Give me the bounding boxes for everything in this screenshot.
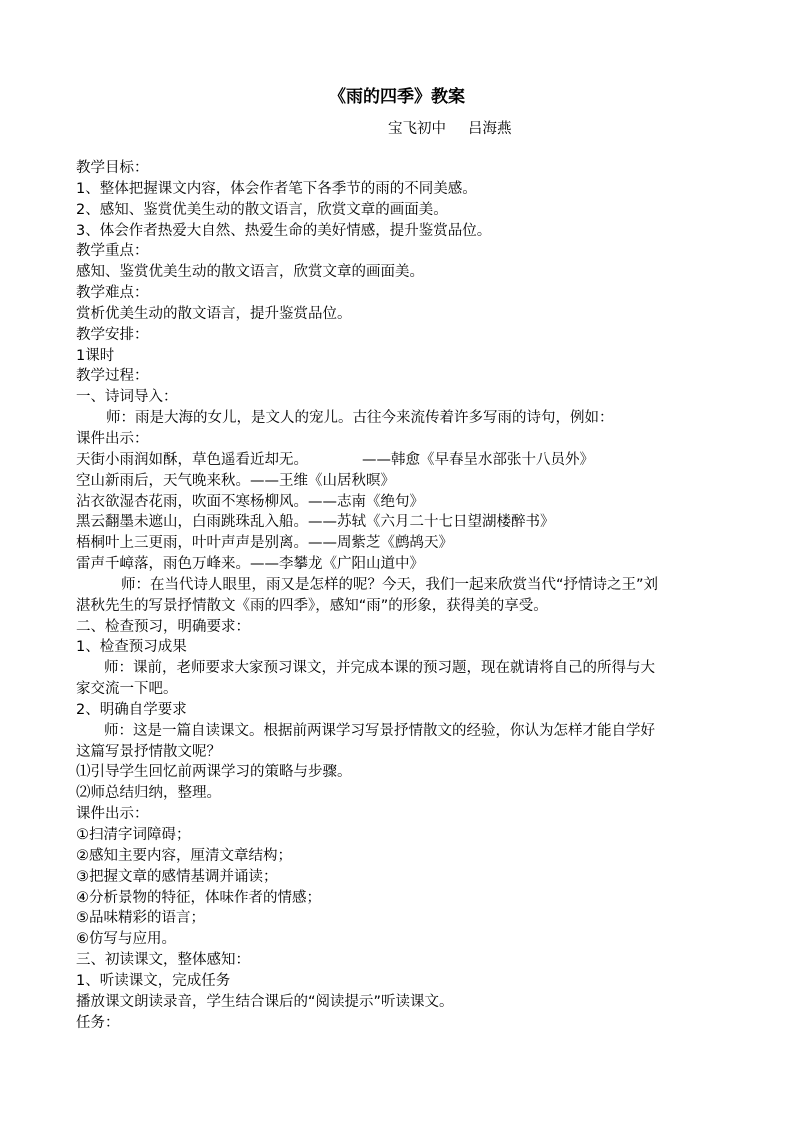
text-line: ⑴引导学生回忆前两课学习的策略与步骤。 — [76, 764, 352, 781]
text-line: 3、体会作者热爱大自然、热爱生命的美好情感，提升鉴赏品位。 — [76, 222, 492, 239]
text-line: 教学目标： — [76, 160, 149, 176]
text-line: 1、整体把握课文内容，体会作者笔下各季节的雨的不同美感。 — [76, 180, 477, 197]
text-line: 教学过程： — [76, 368, 149, 385]
text-line: 湛秋先生的写景抒情散文《雨的四季》，感知“雨”的形象，获得美的享受。 — [76, 597, 548, 614]
text-line: 师：这是一篇自读课文。根据前两课学习写景抒情散文的经验，你认为怎样才能自学好 — [104, 722, 655, 739]
poem-source: ——韩愈《早春呈水部张十八员外》 — [362, 451, 594, 468]
text-line: 教学安排： — [76, 326, 149, 343]
school-name: 宝飞初中 — [388, 121, 446, 137]
text-line: 2、明确自学要求 — [76, 701, 187, 718]
author-name: 吕海燕 — [468, 121, 512, 137]
list-item: ②感知主要内容，厘清文章结构； — [76, 847, 292, 864]
list-item: ③把握文章的感情基调并诵读； — [76, 868, 278, 885]
list-item: ①扫清字词障碍； — [76, 827, 191, 843]
text-line: 师：在当代诗人眼里，雨又是怎样的呢？今天，我们一起来欣赏当代“抒情诗之王”刘 — [121, 576, 659, 593]
poem-line: 空山新雨后，天气晚来秋。——王维《山居秋暝》 — [76, 472, 395, 489]
document-title: 《雨的四季》教案 — [329, 87, 465, 107]
poem-line — [76, 450, 721, 471]
text-line: 家交流一下吧。 — [76, 681, 178, 698]
text-line: 播放课文朗读录音，学生结合课后的“阅读提示”听读课文。 — [76, 993, 454, 1010]
text-line: 1课时 — [76, 347, 115, 364]
text-line: 课件出示： — [76, 430, 149, 447]
text-line: 赏析优美生动的散文语言，提升鉴赏品位。 — [76, 305, 352, 322]
list-item: ⑥仿写与应用。 — [76, 931, 176, 948]
text-line: 教学重点： — [76, 243, 149, 260]
text-line: 1、检查预习成果 — [76, 639, 187, 656]
poem-line: 黑云翻墨未遮山，白雨跳珠乱入船。——苏轼《六月二十七日望湖楼醉书》 — [76, 514, 555, 531]
text-line: ⑵师总结归纳，整理。 — [76, 785, 221, 802]
text-line: 二、检查预习，明确要求： — [76, 618, 250, 635]
text-line: 一、诗词导入： — [76, 389, 178, 406]
text-line: 师：雨是大海的女儿，是文人的宠儿。古往今来流传着许多写雨的诗句，例如： — [106, 410, 614, 427]
poem-text: 天街小雨润如酥，草色遥看近却无。 — [76, 451, 308, 468]
text-line: 师：课前，老师要求大家预习课文，并完成本课的预习题，现在就请将自己的所得与大 — [104, 660, 655, 677]
text-line: 教学难点： — [76, 285, 149, 302]
poem-line: 沾衣欲湿杏花雨，吹面不寒杨柳风。——志南《绝句》 — [76, 493, 424, 510]
text-line: 任务： — [76, 1014, 120, 1031]
poem-line: 梧桐叶上三更雨，叶叶声声是别离。——周紫芝《鹧鸪天》 — [76, 535, 453, 552]
text-line: 2、感知、鉴赏优美生动的散文语言，欣赏文章的画面美。 — [76, 201, 448, 218]
list-item: ⑤品味精彩的语言； — [76, 910, 205, 927]
text-line: 感知、鉴赏优美生动的散文语言，欣赏文章的画面美。 — [76, 264, 424, 281]
list-item: ④分析景物的特征，体味作者的情感； — [76, 889, 321, 906]
text-line: 1、听读课文，完成任务 — [76, 972, 231, 989]
poem-line: 雷声千嶂落，雨色万峰来。——李攀龙《广阳山道中》 — [76, 556, 424, 573]
document-body — [76, 158, 721, 1033]
text-line: 这篇写景抒情散文呢？ — [76, 743, 221, 760]
text-line: 课件出示： — [76, 806, 149, 823]
text-line: 三、初读课文，整体感知： — [76, 952, 250, 969]
author-line — [388, 120, 512, 138]
